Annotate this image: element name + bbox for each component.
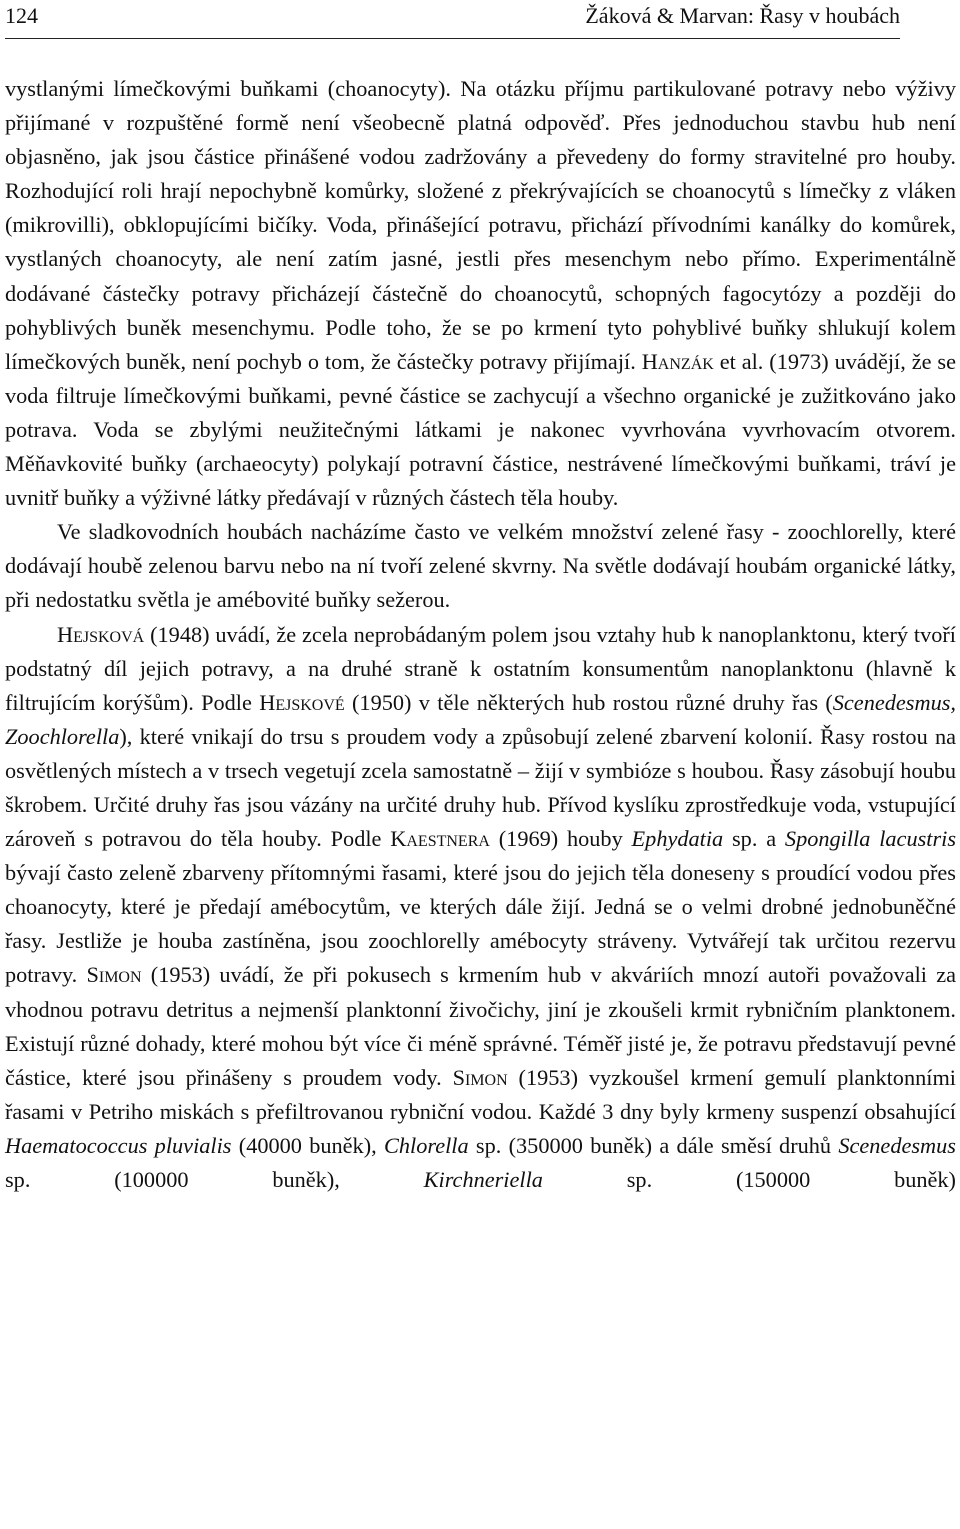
taxon-scenedesmus-zoochlorella: Scenedesmus, Zoochlorella — [5, 689, 956, 749]
paragraph-symbiosis-text-2: (1950) v těle některých hub rostou různé druhy řas ( — [344, 689, 833, 715]
page-header — [5, 0, 900, 39]
paragraph-symbiosis-text-5: sp. a — [723, 826, 785, 852]
paragraph-symbiosis-text-9: (40000 buněk), — [231, 1132, 384, 1158]
paragraph-feeding — [5, 72, 956, 515]
page-number: 124 — [5, 3, 38, 28]
taxon-scenedesmus: Scenedesmus — [838, 1132, 956, 1158]
taxon-kirchneriella: Kirchneriella — [423, 1167, 543, 1192]
author-simon: Simon — [86, 962, 142, 988]
taxon-chlorella: Chlorella — [383, 1132, 469, 1158]
paragraph-feeding-text: vystlanými límečkovými buňkami (choanocyty). Na otázku příjmu partikulované potravy nebo výživy přijímané v rozpuštěné formě není všeobecně platná odpověď. Přes jednoduchou stavbu hub není objasněno, jak jsou částice přinášené vodou zadržovány a převedeny do formy stravitelné pro houby. Rozhodující roli hrají nepochybně komůrky, složené z překrývajících se choanocytů s límečky z vláken (mikrovilli), obklopujícími bičíky. Voda, přinášející potravu, přichází přívodními kanálky do komůrek, vystlaných choanocyty, ale není zatím jasné, jestli přes mesenchym nebo přímo. Experimentálně dodávané částečky potravy přicházejí částečně do choanocytů, schopných fagocytózy a později do pohyblivých buněk mesenchymu. Podle toho, že se po krmení tyto pohyblivé buňky shlukují kolem límečkových buněk, není pochyb o tom, že částečky potravy přijímají. — [5, 76, 956, 374]
paragraph-symbiosis-text-8: (1953) vyzkoušel krmení gemulí planktonními řasami v Petriho miskách s přefiltrovanou rybniční vodou. Každé 3 dny byly krmeny suspenzí obsahující — [5, 1064, 956, 1124]
paragraph-symbiosis-text-11: sp. (100000 buněk), — [5, 1167, 424, 1192]
paragraph-feeding-text-2: et al. (1973) uvádějí, že se voda filtruje límečkovými buňkami, pevné částice se zachycují a všechno organické je zužitkováno jako potrava. Voda se zbylými neužitečnými látkami je nakonec vyvrhována vyvrhovacím otvorem. Měňavkovité buňky (archaeocyty) polykají potravní částice, nestrávené límečkovými buňkami, tráví je uvnitř buňky a výživné látky předávají v různých částech těla houby. — [5, 348, 956, 511]
author-simon-2: Simon — [452, 1064, 508, 1090]
author-hanzak: Hanzák — [641, 348, 714, 374]
author-kaestnera: Kaestnera — [390, 826, 490, 852]
paragraph-symbiosis-text-10: sp. (350000 buněk) a dále směsí druhů — [468, 1132, 839, 1158]
paragraph-symbiosis-text-4: (1969) houby — [489, 826, 632, 852]
taxon-haematococcus-pluvialis: Haematococcus pluvialis — [5, 1132, 232, 1158]
paragraph-zoochlorella — [5, 515, 956, 617]
paragraph-symbiosis-text-3: ), které vnikají do trsu s proudem vody a způsobují zelené zbarvení kolonií. Řasy rostou na osvětlených místech a v trsech vegetují zcela samostatně – žijí v symbióze s houbou. Řasy zásobují houbu škrobem. Určité druhy řas jsou vázány na určité druhy hub. Přívod kyslíku zprostředkuje voda, vstupující zároveň s potravou do těla houby. Podle — [5, 723, 956, 852]
paragraph-zoochlorella-text: Ve sladkovodních houbách nacházíme často ve velkém množství zelené řasy - zoochlorelly, které dodávají houbě zelenou barvu nebo na ní tvoří zelené skvrny. Na světle dodávají houbám organické látky, při nedostatku světla je amébovité buňky sežerou. — [5, 519, 956, 613]
body-text — [5, 72, 956, 1197]
paragraph-symbiosis — [5, 618, 956, 1198]
taxon-spongilla-lacustris: Spongilla lacustris — [784, 826, 957, 852]
paragraph-symbiosis-text-1: (1948) uvádí, že zcela neprobádaným polem jsou vztahy hub k nanoplanktonu, který tvoří podstatný díl jejich potravy, a na druhé straně k ostatním konsumentům nanoplanktonu (hlavně k filtrujícím korýšům). Podle — [5, 621, 956, 715]
paragraph-symbiosis-text-12: sp. (150000 buněk) — [542, 1167, 956, 1192]
author-hejskova: Hejsková — [57, 621, 145, 647]
author-hejskove: Hejskové — [259, 689, 345, 715]
running-title: Žáková & Marvan: Řasy v houbách — [585, 3, 900, 28]
paragraph-symbiosis-text-7: (1953) uvádí, že při pokusech s krmením hub v akváriích mnozí autoři považovali za vhodnou potravu detritus a nejmenší planktonní živočichy, jiní je zkoušeli krmit rybničním planktonem. Existují různé dohady, které mohou být více či méně správné. Téměř jisté je, že potravu představují pevné částice, které jsou přinášeny s proudem vody. — [5, 962, 956, 1090]
paragraph-symbiosis-text-6: bývají často zeleně zbarveny přítomnými řasami, které jsou do jejich těla doneseny s proudící vodou přes choanocyty, které je předají amébocytům, ve kterých dále žijí. Jedná se o velmi drobné jednobuněčné řasy. Jestliže je houba zastíněna, jsou zoochlorelly amébocyty stráveny. Vytvářejí tak určitou rezervu potravy. — [5, 860, 956, 988]
taxon-ephydatia: Ephydatia — [631, 826, 724, 852]
